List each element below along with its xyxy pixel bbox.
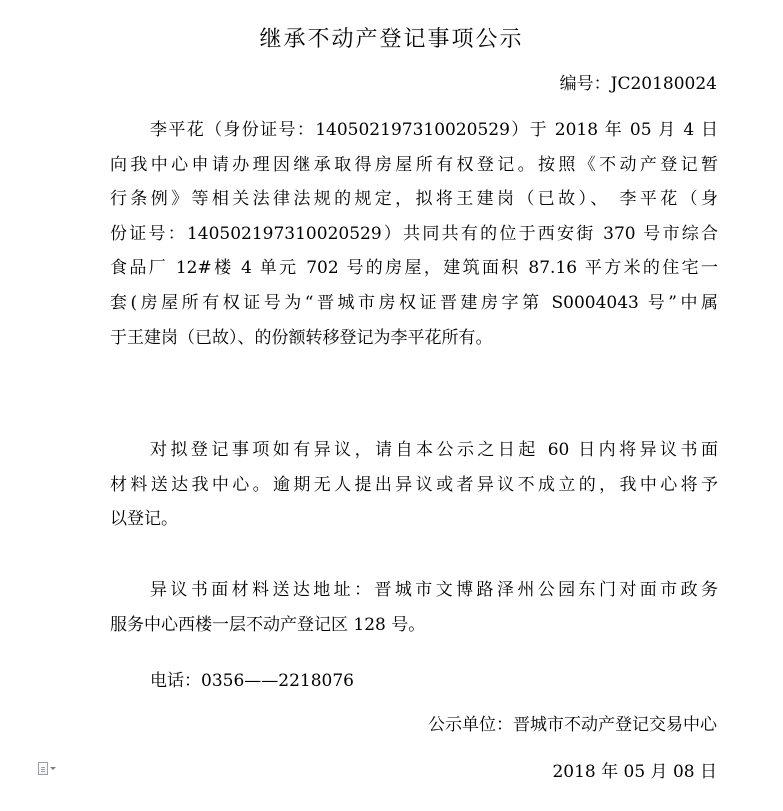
paragraph-line: 材料送达我中心。逾期无人提出异议或者异议不成立的，我中心将予	[110, 474, 718, 495]
chevron-down-icon	[50, 767, 56, 770]
paragraph-line: 服务中心西楼一层不动产登记区 128 号。	[110, 614, 426, 635]
paragraph-objection	[110, 433, 718, 537]
paragraph-line: 于王建岗（已故）、的份额转移登记为李平花所有。	[110, 327, 493, 348]
paragraph-line: 份证号：140502197310020529）共同共有的位于西安街 370 号市综合	[110, 223, 718, 244]
phone-number: 电话：0356——2218076	[150, 671, 354, 691]
paragraph-line: 异议书面材料送达地址：晋城市文博路泽州公园东门对面市政务	[150, 580, 718, 600]
document-number: 编号：JC20180024	[559, 74, 717, 94]
paragraph-application	[110, 113, 718, 355]
paragraph-line: 食品厂 12#楼 4 单元 702 号的房屋，建筑面积 87.16 平方米的住宅一	[110, 258, 718, 279]
document-icon	[38, 762, 48, 775]
paragraph-line: 行条例》等相关法律法规的规定，拟将王建岗（已故）、 李平花（身	[110, 189, 718, 210]
paragraph-line: 对拟登记事项如有异议，请自本公示之日起 60 日内将异议书面	[150, 440, 718, 460]
paragraph-line: 以登记。	[110, 509, 178, 530]
publication-date: 2018 年 05 月 08 日	[552, 762, 717, 782]
paragraph-line: 套(房屋所有权证号为“晋城市房权证晋建房字第 S0004043 号”中属	[110, 292, 718, 313]
paragraph-line: 向我中心申请办理因继承取得房屋所有权登记。按照《不动产登记暂	[110, 154, 718, 175]
issuing-organization: 公示单位：晋城市不动产登记交易中心	[428, 715, 717, 735]
paragraph-address	[110, 573, 718, 642]
document-title: 继承不动产登记事项公示	[259, 27, 524, 52]
paste-options-button[interactable]	[38, 760, 66, 776]
paragraph-line: 李平花（身份证号：140502197310020529）于 2018 年 05 月 4 日	[150, 120, 718, 140]
